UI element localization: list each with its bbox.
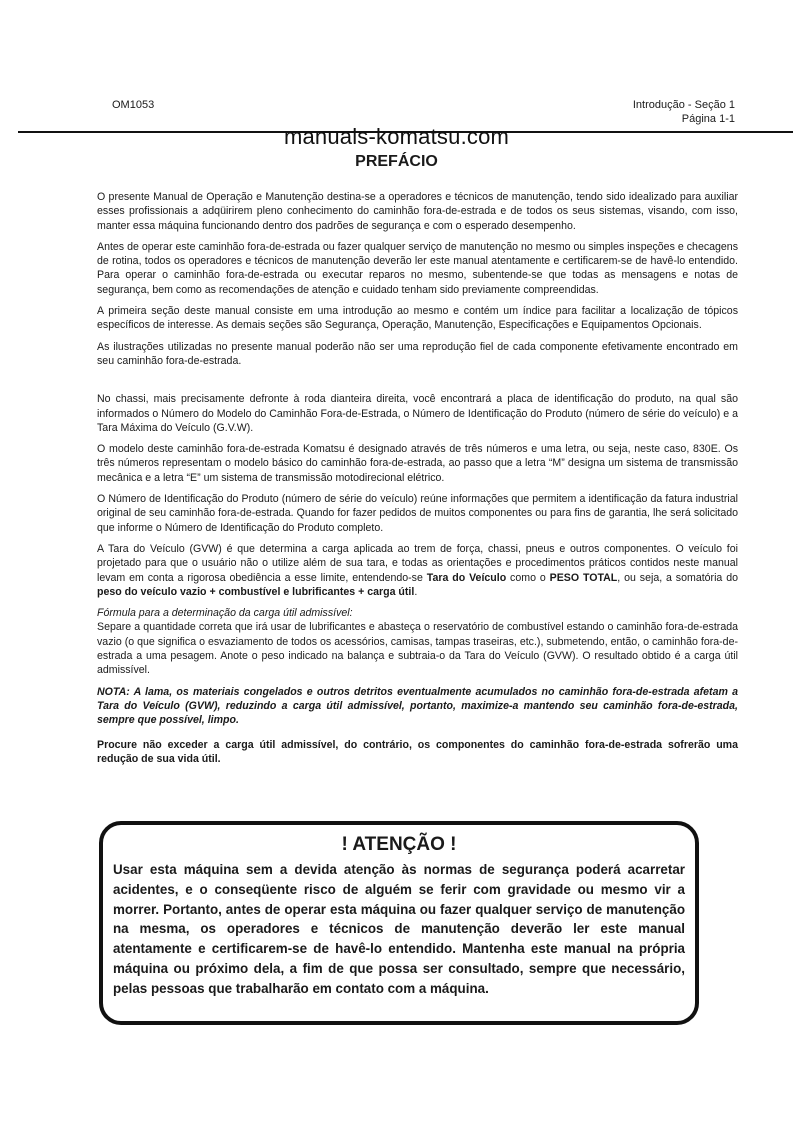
paragraph: Separe a quantidade correta que irá usar de lubrificantes e abasteça o reservatório de combustível estando o caminhão fora-de-estrada vazio (o que significa o esvaziamento de todos os acessórios, camisas, tampas traseiras, etc.), submetendo, então, o caminhão fora-de-estrada a uma pesagem. Anote o peso indicado na balança e subtraia-o da Tara do Veículo (GVW). O resultado obtido é a carga útil admissível.	[97, 621, 738, 677]
paragraph-emphasis: Procure não exceder a carga útil admissível, do contrário, os componentes do caminhão fora-de-estrada sofrerão uma redução de sua vida útil.	[97, 738, 738, 765]
paragraph: O presente Manual de Operação e Manutenção destina-se a operadores e técnicos de manutenção, tendo sido idealizado para auxiliar esses profissionais a adqüirirem pleno conhecimento do caminhão fora-de-estrada e de todos os seus sistemas, visando, com isso, manter essa máquina funcionando dentro dos padrões de segurança e com o esperado desempenho.	[97, 191, 738, 232]
section-label: Introdução - Seção 1	[632, 99, 735, 111]
bold-term: Tara do Veículo	[426, 571, 507, 584]
paragraph: Antes de operar este caminhão fora-de-estrada ou fazer qualquer serviço de manutenção no mesmo ou simples inspeções e checagens de rotina, todos os operadores e técnicos de manutenção deverão ler este manual atentamente e certificarem-se de havê-lo entendido. Para operar o caminhão fora-de-estrada ou executar reparos no mesmo, subentende-se que todas as mensagens e notas de segurança, bem como as recomendações de atenção e cuidado tenham sido previamente compreendidas.	[97, 240, 738, 296]
warning-title: ! ATENÇÃO !	[341, 834, 457, 855]
note: NOTA: A lama, os materiais congelados e outros detritos eventualmente acumulados no caminhão fora-de-estrada afetam a Tara do Veículo (GVW), reduzindo a carga útil admissível, portanto, maximize-a mantendo seu caminhão fora-de-estrada, sempre que possível, limpo.	[97, 685, 738, 727]
page-header-right	[633, 98, 735, 126]
warning-text: Usar esta máquina sem a devida atenção às normas de segurança poderá acarretar acidentes, e o conseqüente risco de alguém se ferir com gravidade ou mesmo vir a morrer. Portanto, antes de operar esta máquina ou fazer qualquer serviço de manutenção na mesma, os operadores e técnicos de manutenção deverão ler este manual atentamente e certificarem-se de havê-lo entendido. Mantenha este manual na própria máquina ou próximo dela, a fim de que possa ser consultado, sempre que necessário, pelas pessoas que trabalharão em contato com a máquina.	[113, 862, 685, 996]
text-run: , ou seja, a somatória do	[617, 571, 738, 584]
paragraph: No chassi, mais precisamente defronte à roda dianteira direita, você encontrará a placa de identificação do produto, na qual são informados o Número do Modelo do Caminhão Fora-de-Estrada, o Número de Identificação do Produto (número de série do veículo) e a Tara Máxima do Veículo (G.V.W).	[97, 393, 738, 434]
watermark: manuals-komatsu.com	[283, 124, 510, 149]
bold-term: peso do veículo vazio + combustível e lubrificantes + carga útil	[97, 585, 415, 598]
warning-box	[99, 821, 699, 1025]
bold-term: PESO TOTAL	[549, 571, 618, 584]
paragraph: O Número de Identificação do Produto (número de série do veículo) reúne informações que permitem a identificação da fatura industrial original de seu caminhão fora-de-estrada. Quando for fazer pedidos de muitos componentes ou para fins de garantia, lhe será solicitado que informe o Número de Identificação do Produto completo.	[97, 493, 738, 534]
paragraph: As ilustrações utilizadas no presente manual poderão não ser uma reprodução fiel de cada componente efetivamente encontrado em seu caminhão fora-de-estrada.	[97, 340, 738, 367]
text-run: .	[414, 585, 418, 598]
paragraph-gvw	[97, 542, 738, 599]
text-run: A Tara do Veículo (GVW) é que determina a carga aplicada ao trem de força, chassi, pneus e outros componentes. O veículo foi projetado para que o usuário não o utilize além de sua tara, e todas as orientações e procedimentos práticos contidos neste manual levam em conta a rigorosa obediência a esse limite, entendendo-se	[97, 542, 738, 584]
page-title: PREFÁCIO	[355, 153, 438, 170]
body-text	[97, 190, 738, 773]
formula-label: Fórmula para a determinação da carga útil admissível:	[97, 607, 353, 620]
paragraph: A primeira seção deste manual consiste em uma introdução ao mesmo e contém um índice para facilitar a localização de tópicos específicos de interesse. As demais seções são Segurança, Operação, Manutenção, Especificações e Equipamentos Opcionais.	[97, 305, 738, 332]
doc-code: OM1053	[112, 99, 155, 111]
text-run: como o	[506, 571, 550, 584]
paragraph: O modelo deste caminhão fora-de-estrada Komatsu é designado através de três números e uma letra, ou seja, neste caso, 830E. Os três números representam o modelo básico do caminhão fora-de-estrada, ao passo que a letra “M” designa um sistema de transmissão mecânica e a letra “E” um sistema de transmissão motodirecional elétrico.	[97, 443, 738, 484]
page-number: Página 1-1	[681, 113, 735, 125]
